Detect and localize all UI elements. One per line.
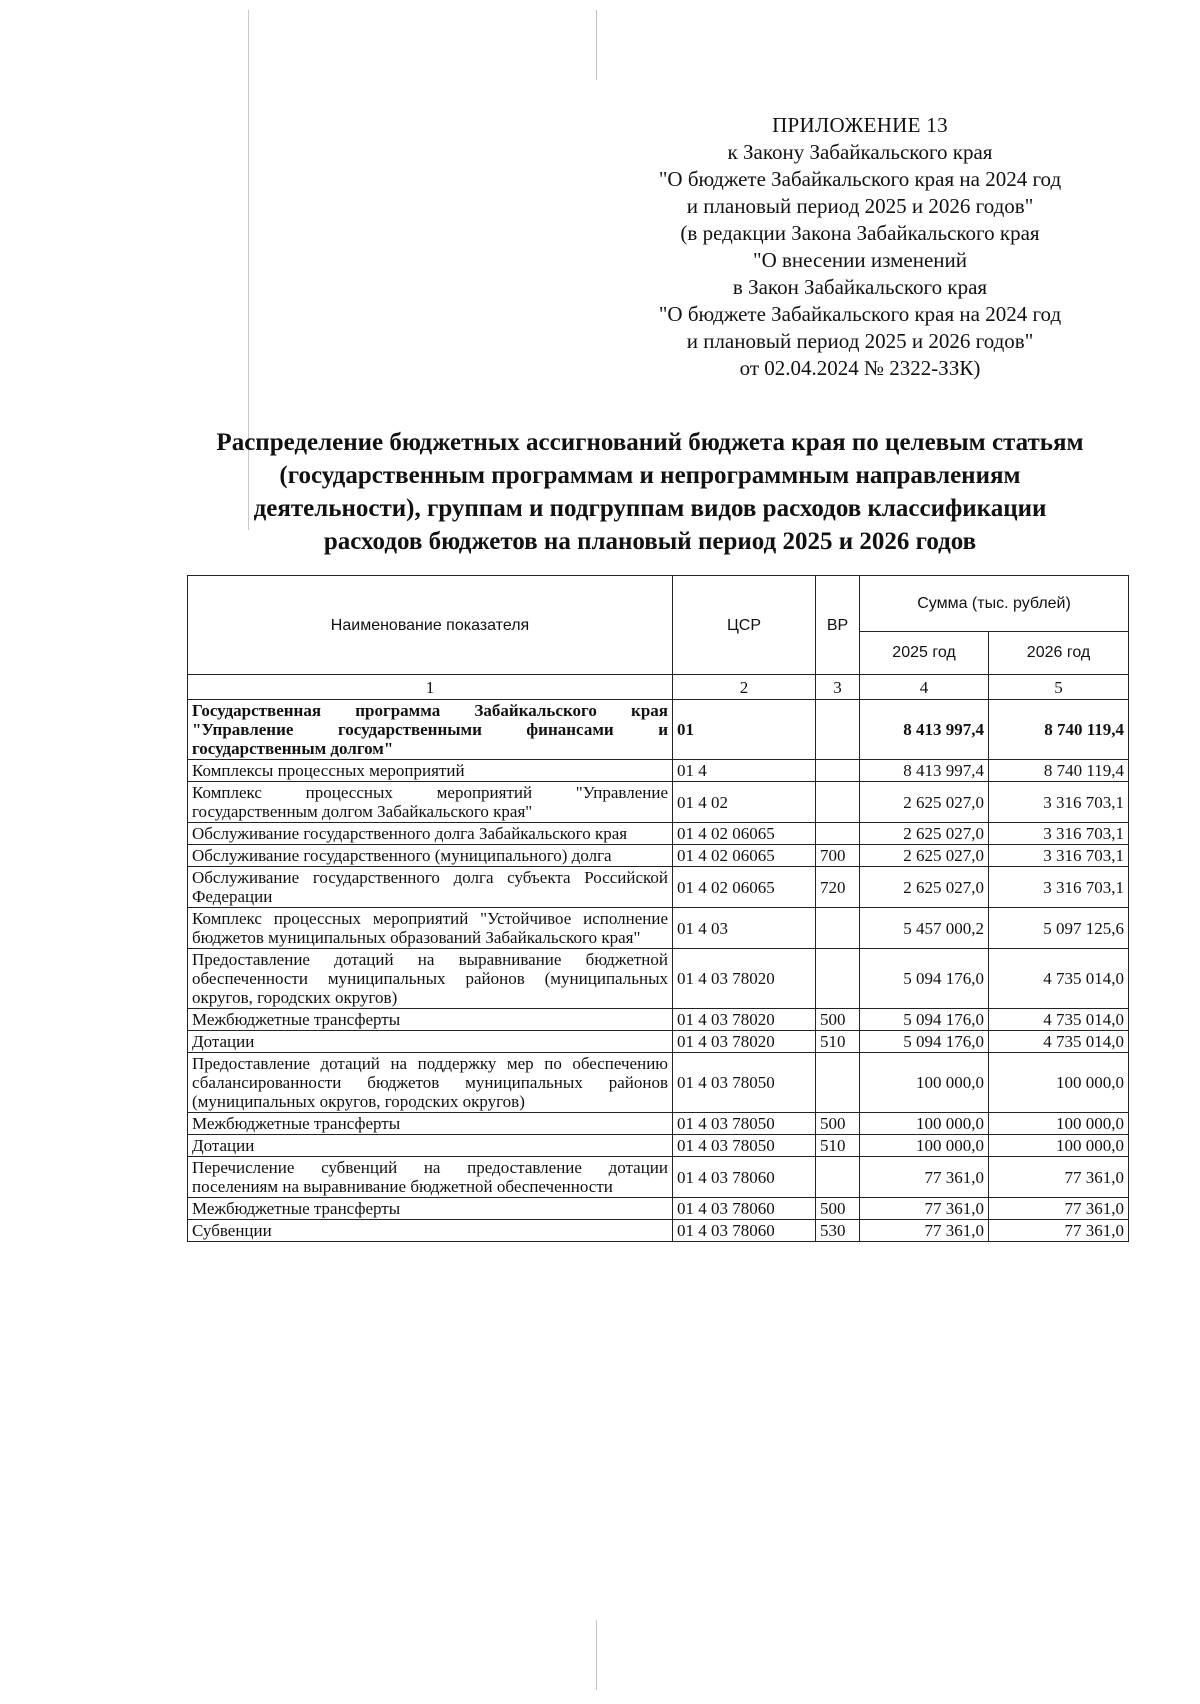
row-name: Обслуживание государственного долга Забайкальского края (188, 823, 673, 845)
row-csr: 01 4 03 78050 (673, 1135, 816, 1157)
row-vr (816, 760, 860, 782)
header-line: и плановый период 2025 и 2026 годов" (686, 194, 1034, 218)
row-sum-2025: 5 094 176,0 (860, 1009, 989, 1031)
row-sum-2026: 100 000,0 (989, 1113, 1129, 1135)
row-name: Предоставление дотаций на поддержку мер по обеспечению сбалансированности бюджетов муниципальных районов (муниципальных округов, городских округов) (188, 1053, 673, 1113)
row-vr: 720 (816, 867, 860, 908)
row-vr (816, 700, 860, 760)
row-vr: 530 (816, 1220, 860, 1242)
title-line: Распределение бюджетных ассигнований бюджета края по целевым статьям (216, 429, 1084, 456)
row-csr: 01 4 03 78050 (673, 1053, 816, 1113)
row-sum-2026: 100 000,0 (989, 1135, 1129, 1157)
row-name: Межбюджетные трансферты (188, 1009, 673, 1031)
header-line: "О внесении изменений (753, 248, 967, 272)
table-row (188, 1053, 1129, 1113)
row-csr: 01 4 02 06065 (673, 823, 816, 845)
row-sum-2026: 77 361,0 (989, 1198, 1129, 1220)
header-line: от 02.04.2024 № 2322-ЗЗК) (739, 356, 981, 380)
row-vr: 510 (816, 1135, 860, 1157)
table-row (188, 845, 1129, 867)
row-sum-2026: 77 361,0 (989, 1220, 1129, 1242)
row-name: Дотации (188, 1135, 673, 1157)
row-sum-2026: 3 316 703,1 (989, 782, 1129, 823)
row-sum-2025: 77 361,0 (860, 1220, 989, 1242)
table-row (188, 823, 1129, 845)
row-sum-2026: 3 316 703,1 (989, 823, 1129, 845)
row-csr: 01 4 03 78060 (673, 1198, 816, 1220)
row-vr (816, 1053, 860, 1113)
column-number-row (188, 675, 1129, 700)
row-sum-2026: 8 740 119,4 (989, 700, 1129, 760)
row-sum-2026: 8 740 119,4 (989, 760, 1129, 782)
row-sum-2025: 2 625 027,0 (860, 867, 989, 908)
row-sum-2025: 77 361,0 (860, 1157, 989, 1198)
row-csr: 01 4 02 06065 (673, 867, 816, 908)
row-sum-2026: 3 316 703,1 (989, 867, 1129, 908)
appendix-header (600, 112, 1120, 382)
row-name: Дотации (188, 1031, 673, 1053)
row-sum-2025: 5 094 176,0 (860, 949, 989, 1009)
row-csr: 01 4 03 (673, 908, 816, 949)
row-vr (816, 1157, 860, 1198)
row-sum-2025: 5 457 000,2 (860, 908, 989, 949)
column-number: 2 (673, 675, 816, 700)
row-vr (816, 908, 860, 949)
scan-artifact-line (596, 1620, 597, 1690)
row-sum-2025: 77 361,0 (860, 1198, 989, 1220)
column-number: 1 (188, 675, 673, 700)
row-name: Перечисление субвенций на предоставление дотации поселениям на выравнивание бюджетной обеспеченности (188, 1157, 673, 1198)
row-name: Комплекс процессных мероприятий "Управление государственным долгом Забайкальского края" (188, 782, 673, 823)
row-name: Государственная программа Забайкальского края "Управление государственными финансами и государственным долгом" (188, 700, 673, 760)
row-sum-2025: 2 625 027,0 (860, 782, 989, 823)
row-vr: 700 (816, 845, 860, 867)
row-csr: 01 4 03 78020 (673, 1009, 816, 1031)
row-name: Комплекс процессных мероприятий "Устойчивое исполнение бюджетов муниципальных образований Забайкальского края" (188, 908, 673, 949)
row-vr (816, 823, 860, 845)
title-line: деятельности), группам и подгруппам видов расходов классификации (253, 495, 1047, 522)
header-sum: Сумма (тыс. рублей) (860, 576, 1129, 632)
header-name: Наименование показателя (188, 576, 673, 675)
title-line: расходов бюджетов на плановый период 2025 и 2026 годов (323, 528, 977, 555)
appendix-number: ПРИЛОЖЕНИЕ 13 (772, 113, 948, 137)
table-row (188, 760, 1129, 782)
column-number: 3 (816, 675, 860, 700)
row-name: Межбюджетные трансферты (188, 1198, 673, 1220)
header-2026: 2026 год (989, 631, 1129, 674)
row-csr: 01 4 03 78020 (673, 1031, 816, 1053)
table-row (188, 782, 1129, 823)
row-csr: 01 4 03 78020 (673, 949, 816, 1009)
row-name: Субвенции (188, 1220, 673, 1242)
row-sum-2025: 5 094 176,0 (860, 1031, 989, 1053)
row-sum-2025: 8 413 997,4 (860, 700, 989, 760)
row-sum-2026: 5 097 125,6 (989, 908, 1129, 949)
table-row (188, 1198, 1129, 1220)
table-row (188, 1157, 1129, 1198)
row-sum-2026: 4 735 014,0 (989, 1009, 1129, 1031)
header-line: и плановый период 2025 и 2026 годов" (686, 329, 1034, 353)
row-vr: 510 (816, 1031, 860, 1053)
row-sum-2025: 2 625 027,0 (860, 823, 989, 845)
row-sum-2025: 8 413 997,4 (860, 760, 989, 782)
table-body (188, 675, 1129, 1242)
row-name: Обслуживание государственного (муниципального) долга (188, 845, 673, 867)
row-sum-2026: 77 361,0 (989, 1157, 1129, 1198)
table-row (188, 1135, 1129, 1157)
header-line: в Закон Забайкальского края (732, 275, 988, 299)
column-number: 4 (860, 675, 989, 700)
header-csr: ЦСР (673, 576, 816, 675)
row-name: Обслуживание государственного долга субъекта Российской Федерации (188, 867, 673, 908)
row-sum-2025: 100 000,0 (860, 1113, 989, 1135)
row-csr: 01 4 02 (673, 782, 816, 823)
header-vr: ВР (816, 576, 860, 675)
header-line: "О бюджете Забайкальского края на 2024 год (658, 167, 1062, 191)
table-row (188, 1220, 1129, 1242)
row-sum-2025: 2 625 027,0 (860, 845, 989, 867)
row-sum-2025: 100 000,0 (860, 1053, 989, 1113)
header-line: к Закону Забайкальского края (727, 140, 993, 164)
row-vr: 500 (816, 1009, 860, 1031)
row-name: Межбюджетные трансферты (188, 1113, 673, 1135)
column-number: 5 (989, 675, 1129, 700)
row-sum-2025: 100 000,0 (860, 1135, 989, 1157)
table-row (188, 1009, 1129, 1031)
row-csr: 01 4 02 06065 (673, 845, 816, 867)
header-2025: 2025 год (860, 631, 989, 674)
row-csr: 01 4 03 78050 (673, 1113, 816, 1135)
scan-artifact-line (596, 10, 597, 80)
table-row (188, 1113, 1129, 1135)
table-row (188, 908, 1129, 949)
header-line: "О бюджете Забайкальского края на 2024 год (658, 302, 1062, 326)
row-csr: 01 4 03 78060 (673, 1157, 816, 1198)
title-line: (государственным программам и непрограммным направлениям (279, 462, 1021, 489)
row-vr (816, 782, 860, 823)
document-title (180, 426, 1120, 558)
row-name: Комплексы процессных мероприятий (188, 760, 673, 782)
header-line: (в редакции Закона Забайкальского края (680, 221, 1040, 245)
table-row (188, 1031, 1129, 1053)
row-name: Предоставление дотаций на выравнивание бюджетной обеспеченности муниципальных районов (муниципальных округов, городских округов) (188, 949, 673, 1009)
row-vr: 500 (816, 1113, 860, 1135)
row-csr: 01 4 (673, 760, 816, 782)
budget-table (187, 575, 1129, 1242)
row-csr: 01 4 03 78060 (673, 1220, 816, 1242)
table-row (188, 700, 1129, 760)
row-vr (816, 949, 860, 1009)
table-row (188, 867, 1129, 908)
row-csr: 01 (673, 700, 816, 760)
table-row (188, 949, 1129, 1009)
row-sum-2026: 4 735 014,0 (989, 949, 1129, 1009)
row-sum-2026: 4 735 014,0 (989, 1031, 1129, 1053)
row-sum-2026: 3 316 703,1 (989, 845, 1129, 867)
row-vr: 500 (816, 1198, 860, 1220)
row-sum-2026: 100 000,0 (989, 1053, 1129, 1113)
